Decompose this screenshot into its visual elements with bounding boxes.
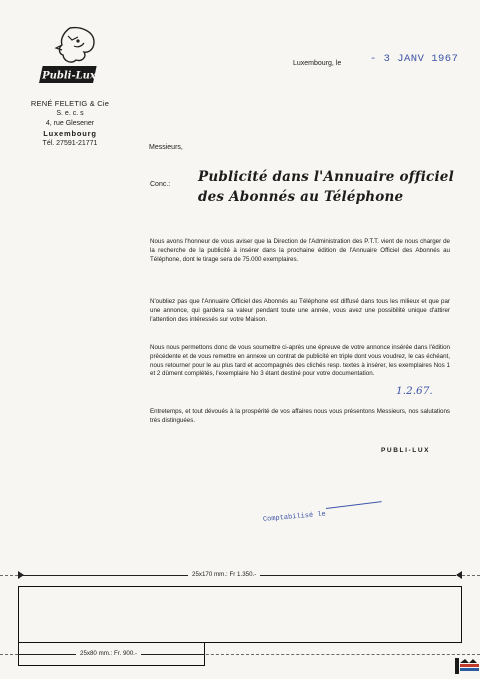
signoff: PUBLI-LUX xyxy=(381,447,431,454)
subject-heading xyxy=(198,167,468,207)
subject-label: Conc.: xyxy=(150,181,171,188)
paragraph-1: Nous avons l'honneur de vous aviser que la Direction de l'Administration des P.T.T. vient de nous charger de la recherche de la publicité à insérer dans la prochaine édition de l'Annuaire Officiel des Abonnés au Téléphone, dont le tirage sera de 75.000 exemplaires. xyxy=(150,238,450,263)
paragraph-4: Entretemps, et tout dévoués à la prospérité de vos affaires nous vous présentons Messieurs, nos salutations très distinguées. xyxy=(150,408,450,424)
company-name: RENÉ FELETIG & Cie xyxy=(30,99,110,108)
ad-size-small-label: 25x80 mm.: Fr. 900.- xyxy=(76,650,141,657)
company-phone: Tél. 27591-21771 xyxy=(42,140,98,147)
greeting: Messieurs, xyxy=(149,144,183,151)
accounting-stamp: Comptabilisé le xyxy=(262,510,327,524)
subject-line-2: des Abonnés au Téléphone xyxy=(198,189,404,205)
legal-form: S. e. c. s xyxy=(56,110,84,117)
publi-lux-logo xyxy=(32,22,104,94)
paragraph-2: N'oubliez pas que l'Annuaire Officiel des Abonnés au Téléphone est diffusé dans tous les milieux et que par une annonce, qui gardera sa valeur pendant toute une année, vous avez une possibilité unique d'attirer l'attention des intéressés sur votre Maison. xyxy=(150,298,450,323)
paragraph-3: Nous nous permettons donc de vous soumettre ci-après une épreuve de votre annonce insérée dans l'édition précédente et de vous remettre en annexe un contrat de publicité en triple dont vous voudrez, le cas échéant, nous retourner pour le au plus tard et accompagnés des clichés resp. textes à insérer, les exemplaires Nos 1 et 2 dûment complétés, l'exemplaire No 3 étant destiné pour votre documentation. xyxy=(150,344,450,378)
logo-wordmark: Publi-Lux xyxy=(42,70,96,82)
ad-size-large-label: 25x170 mm.: Fr 1.350.- xyxy=(188,571,260,578)
corner-flag-icon xyxy=(455,658,479,674)
company-street: 4, rue Glesener xyxy=(45,120,95,127)
dimension-arrow-right xyxy=(456,571,462,579)
date-stamp: - 3 JANV 1967 xyxy=(370,53,459,65)
company-city: Luxembourg xyxy=(43,129,97,138)
date-place: Luxembourg, le xyxy=(293,60,342,67)
handwritten-return-date: 1.2.67. xyxy=(396,385,433,397)
stamp-signature-line xyxy=(326,501,382,509)
company-block xyxy=(20,99,120,149)
ad-box-large xyxy=(18,586,462,643)
subject-line-1: Publicité dans l'Annuaire officiel xyxy=(198,169,454,185)
